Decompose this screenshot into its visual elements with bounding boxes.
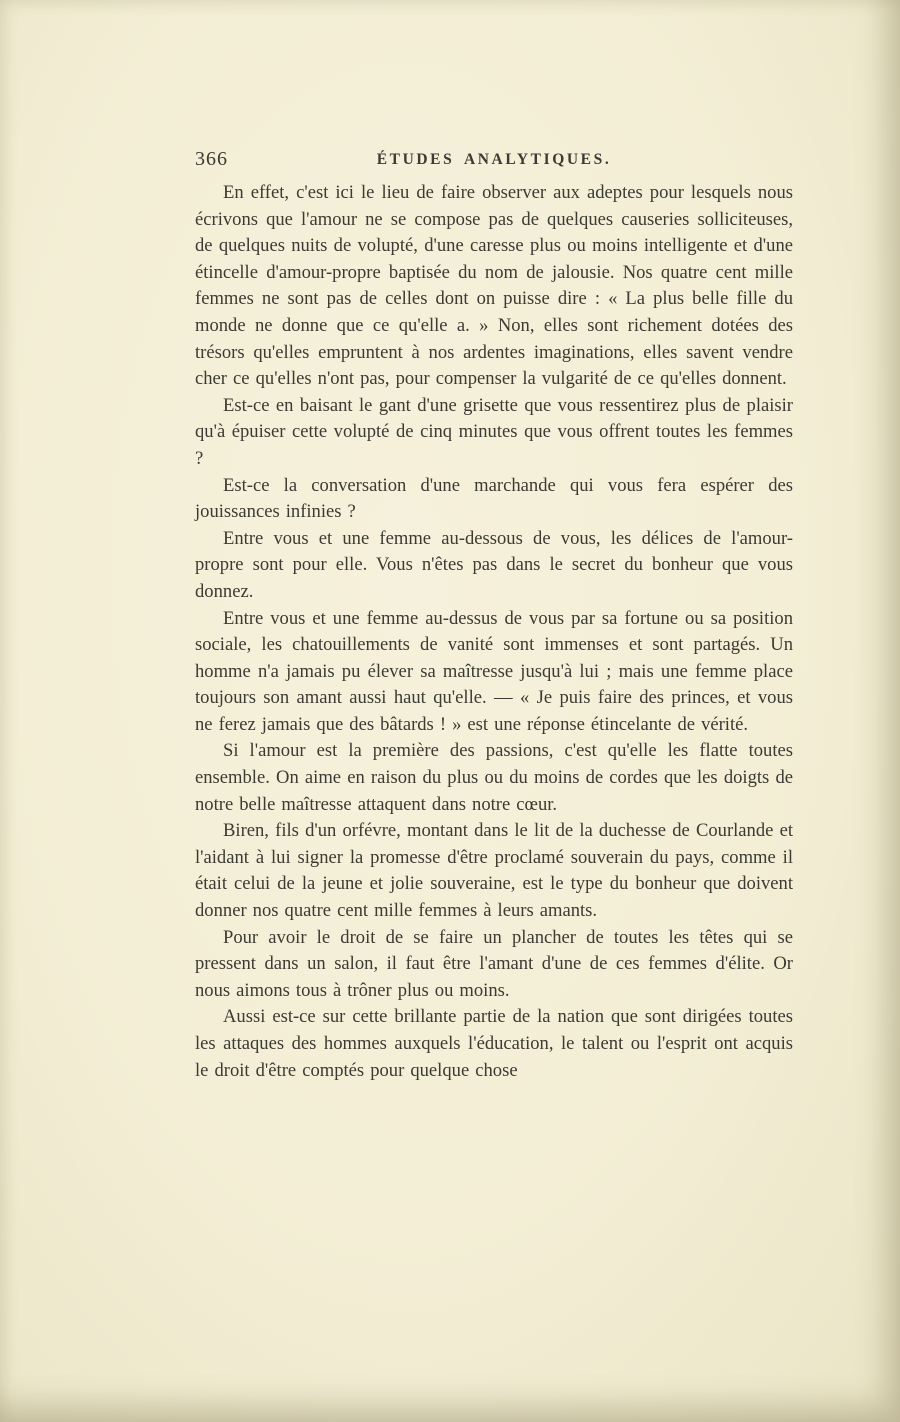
page-number: 366 (195, 148, 228, 170)
paragraph: En effet, c'est ici le lieu de faire observer aux adeptes pour lesquels nous écrivons que l'amour ne se compose pas de quelques causeries solliciteuses, de quelques nuits de volupté, d'une caresse plus ou moins intelligente et d'une étincelle d'amour-propre baptisée du nom de jalousie. Nos quatre cent mille femmes ne sont pas de celles dont on puisse dire : « La plus belle fille du monde ne donne que ce qu'elle a. » Non, elles sont richement dotées des trésors qu'elles empruntent à nos ardentes imaginations, elles savent vendre cher ce qu'elles n'ont pas, pour compenser la vulgarité de ce qu'elles donnent. (195, 182, 793, 390)
paragraph: Si l'amour est la première des passions, c'est qu'elle les flatte toutes ensemble. On aime en raison du plus ou du moins de cordes que les doigts de notre belle maîtresse attaquent dans notre cœur. (195, 740, 793, 815)
paragraph: Biren, fils d'un orfévre, montant dans le lit de la duchesse de Courlande et l'aidant à lui signer la promesse d'être proclamé souverain du pays, comme il était celui de la jeune et jolie souveraine, est le type du bonheur que doivent donner nos quatre cent mille femmes à leurs amants. (195, 820, 793, 922)
paragraph: Entre vous et une femme au-dessus de vous par sa fortune ou sa position sociale, les chatouillements de vanité sont immenses et sont partagés. Un homme n'a jamais pu élever sa maîtresse jusqu'à lui ; mais une femme place toujours son amant aussi haut qu'elle. — « Je puis faire des princes, et vous ne ferez jamais que des bâtards ! » est une réponse étincelante de vérité. (195, 607, 793, 735)
paragraph: Est-ce en baisant le gant d'une grisette que vous ressentirez plus de plaisir qu'à épuiser cette volupté de cinq minutes que vous offrent toutes les femmes ? (195, 394, 793, 469)
paragraph: Est-ce la conversation d'une marchande qui vous fera espérer des jouissances infinies ? (195, 474, 793, 523)
page-body (195, 180, 793, 1084)
paragraph: Pour avoir le droit de se faire un plancher de toutes les têtes qui se pressent dans un salon, il faut être l'amant d'une de ces femmes d'élite. Or nous aimons tous à trôner plus ou moins. (195, 926, 793, 1001)
running-title: ÉTUDES ANALYTIQUES. (376, 151, 612, 168)
paragraph: Entre vous et une femme au-dessous de vous, les délices de l'amour-propre sont pour elle. Vous n'êtes pas dans le secret du bonheur que vous donnez. (195, 527, 793, 602)
page-header (195, 148, 793, 174)
paragraph: Aussi est-ce sur cette brillante partie de la nation que sont dirigées toutes les attaques des hommes auxquels l'éducation, le talent ou l'esprit ont acquis le droit d'être comptés pour quelque chose (195, 1006, 793, 1081)
